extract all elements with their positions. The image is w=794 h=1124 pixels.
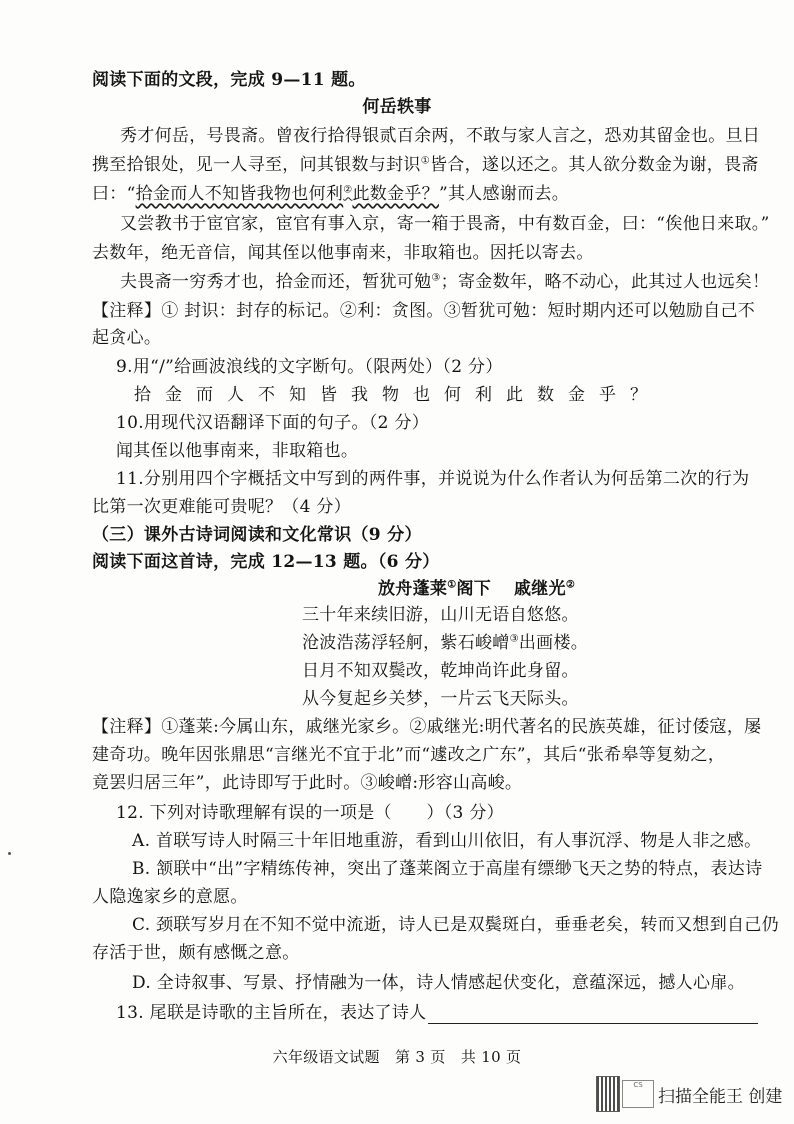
scan-speck — [8, 852, 11, 855]
notes-line2: 起贪心。 — [92, 328, 162, 348]
scanner-watermark — [596, 1076, 786, 1112]
page-footer: 六年级语文试题 第 3 页 共 10 页 — [272, 1048, 522, 1066]
question-12: 12. 下列对诗歌理解有误的一项是（ ）（3 分） — [116, 803, 504, 823]
question-10: 10.用现代汉语翻译下面的句子。（2 分） — [116, 413, 430, 433]
question-9: 9.用“/”给画波浪线的文字断句。（限两处）（2 分） — [116, 357, 503, 377]
passage-p2-line1: 又尝教书于宦官家，宦官有事入京，寄一箱于畏斋，中有数百金，曰：“俟他日来取。” — [120, 214, 770, 234]
passage-title: 何岳轶事 — [362, 97, 432, 117]
poem-notes-line1: 【注释】①蓬莱:今属山东，戚继光家乡。②戚继光:明代著名的民族英雄，征讨倭寇，屡 — [92, 717, 762, 737]
poem-line1: 三十年来续旧游，山川无语自悠悠。 — [302, 605, 579, 625]
poem-instruction: 阅读下面这首诗，完成 12—13 题。（6 分） — [92, 552, 440, 572]
answer-blank[interactable] — [428, 1007, 758, 1024]
question-9-text: 拾金而人不知皆我物也何利此数金乎？ — [134, 385, 661, 405]
poem-title: 放舟蓬莱①阁下 — [378, 579, 492, 599]
watermark-text: 扫描全能王 创建 — [658, 1087, 783, 1107]
option-b-line1: B. 颔联中“出”字精练传神，突出了蓬莱阁立于高崖有缥缈飞天之势的特点，表达诗 — [132, 859, 763, 879]
wavy-sentence: 拾金而人不知皆我物也何利 — [135, 184, 344, 204]
poem-author: 戚继光② — [514, 579, 576, 599]
option-c-line1: C. 颈联写岁月在不知不觉中流逝，诗人已是双鬓斑白，垂垂老矣，转而又想到自己仍 — [132, 915, 779, 935]
scanner-logo-icon: CS — [622, 1080, 654, 1108]
notes-line1: 【注释】① 封识：封存的标记。②利：贪图。③暂犹可勉：短时期内还可以勉励自己不 — [92, 301, 756, 321]
option-c-line2: 存活于世，颇有感慨之意。 — [92, 943, 300, 963]
passage-p1-line2: 携至拾银处，见一人寻至，问其银数与封识①皆合，遂以还之。其人欲分数金为谢，畏斋 — [92, 155, 759, 175]
passage-p3: 夫畏斋一穷秀才也，拾金而还，暂犹可勉③；寄金数年，略不动心，此其过人也远矣！ — [120, 272, 770, 292]
section-heading: （三）课外古诗词阅读和文化常识（9 分） — [92, 525, 422, 545]
poem-line4: 从今复起乡关梦，一片云飞天际头。 — [302, 689, 579, 709]
question-11-line2: 比第一次更难能可贵呢？（4 分） — [92, 497, 352, 517]
option-d: D. 全诗叙事、写景、抒情融为一体，诗人情感起伏变化，意蕴深远，撼人心扉。 — [132, 973, 745, 993]
option-b-line2: 人隐逸家乡的意愿。 — [92, 887, 248, 907]
poem-line3: 日月不知双鬓改，乾坤尚许此身留。 — [302, 661, 579, 681]
passage-p2-line2: 去数年，绝无音信，闻其侄以他事南来，非取箱也。因托以寄去。 — [92, 243, 594, 263]
question-10-text: 闻其侄以他事南来，非取箱也。 — [116, 441, 359, 461]
option-a: A. 首联写诗人时隔三十年旧地重游，看到山川依旧，有人事沉浮、物是人非之感。 — [132, 831, 762, 851]
passage-p1-line3: 曰：“拾金而人不知皆我物也何利②此数金乎？”其人感谢而去。 — [92, 184, 570, 204]
qr-code-icon — [596, 1076, 620, 1112]
question-11-line1: 11.分别用四个字概括文中写到的两件事，并说说为什么作者认为何岳第二次的行为 — [116, 469, 750, 489]
poem-notes-line2: 建奇功。晚年因张鼎思“言继光不宜于北”而“遽改之广东”，其后“张希皋等复劾之， — [92, 745, 726, 765]
poem-notes-line3: 竟罢归居三年”，此诗即写于此时。③峻嶒:形容山高峻。 — [92, 773, 523, 793]
poem-line2: 沧波浩荡浮轻舸，紫石峻嶒③出画楼。 — [302, 633, 589, 653]
reading-instruction: 阅读下面的文段，完成 9—11 题。 — [92, 70, 366, 90]
passage-p1-line1: 秀才何岳，号畏斋。曾夜行拾得银贰百余两，不敢与家人言之，恐劝其留金也。旦日 — [120, 126, 761, 146]
question-13: 13. 尾联是诗歌的主旨所在，表达了诗人 — [116, 1002, 758, 1024]
